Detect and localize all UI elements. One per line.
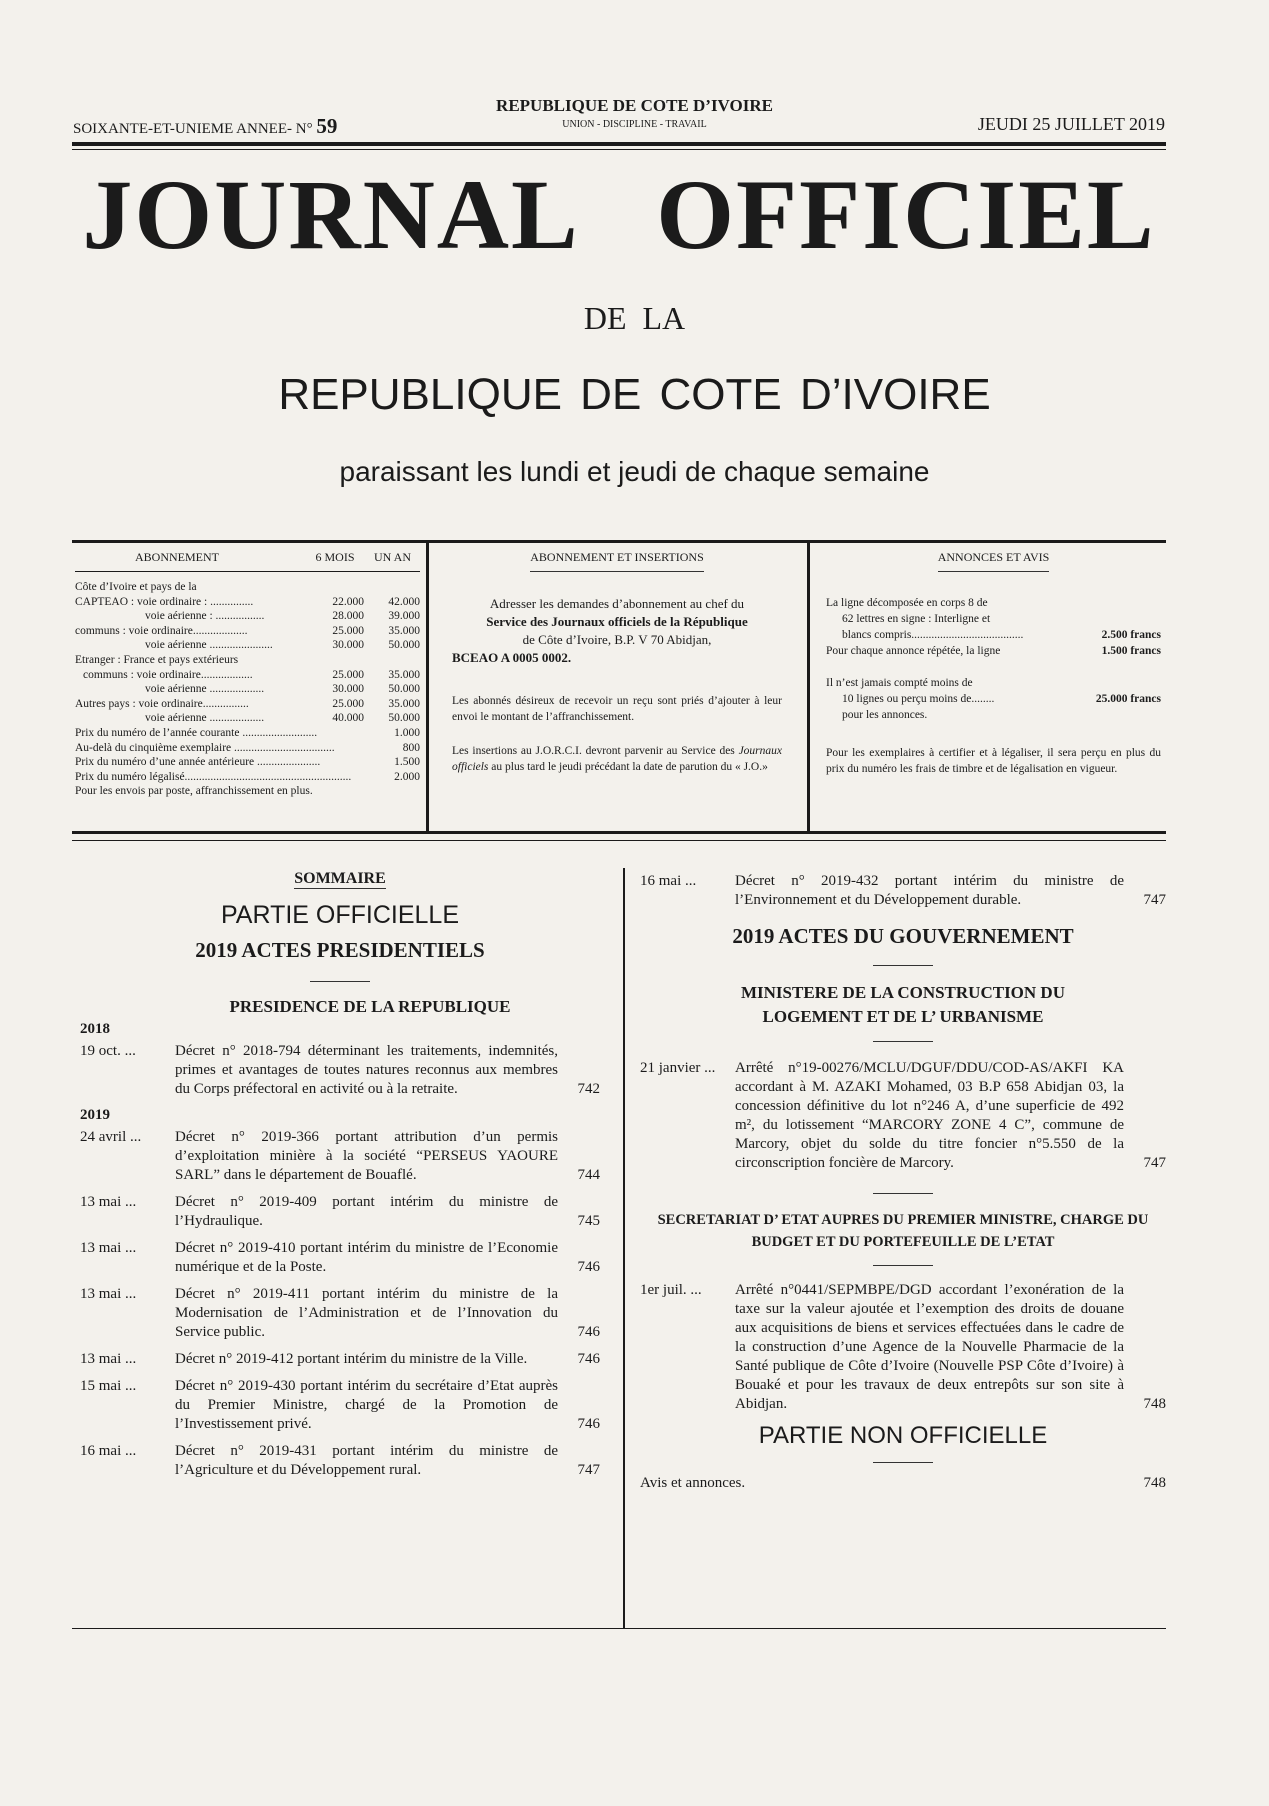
subscription-header bbox=[75, 543, 420, 572]
subscription-row-6mois: 30.000 bbox=[332, 639, 364, 652]
box-rule bbox=[72, 840, 1166, 841]
masthead-de-la: DE LA bbox=[583, 300, 686, 336]
toc-entry[interactable] bbox=[80, 1128, 600, 1185]
price-row-value: 2.000 bbox=[394, 770, 420, 783]
toc-entry[interactable] bbox=[640, 1281, 1166, 1414]
toc-date: 13 mai ... bbox=[80, 1240, 137, 1256]
price-row bbox=[75, 726, 420, 741]
postal-note: Pour les envois par poste, affranchissement en plus. bbox=[75, 785, 313, 798]
toc-text: Décret n° 2019-410 portant intérim du ministre de l’Economie numérique et de la Poste. bbox=[175, 1240, 558, 1275]
subscription-row-6mois bbox=[316, 580, 364, 595]
price-row-value: 800 bbox=[402, 741, 420, 754]
subscription-row-6mois bbox=[316, 653, 364, 668]
subscription-row-label: Côte d’Ivoire et pays de la bbox=[75, 581, 197, 593]
subscription-row-label: voie aérienne ................... bbox=[145, 683, 265, 696]
subscription-row-label: Autres pays : voie ordinaire................ bbox=[75, 697, 249, 710]
ministere-construction-title: MINISTERE DE LA CONSTRUCTION DU LOGEMENT ET DE L’ URBANISME bbox=[740, 983, 1065, 1026]
toc-date: 16 mai ... bbox=[640, 873, 697, 889]
insertions-deadline-text: au plus tard le jeudi précédant la date de parution du « J.O.» bbox=[491, 761, 768, 773]
toc-entry[interactable] bbox=[80, 1042, 600, 1099]
sommaire-right bbox=[640, 872, 1166, 1501]
subscription-row-label: voie aérienne ...................... bbox=[145, 639, 273, 652]
toc-entry[interactable] bbox=[640, 1474, 1166, 1493]
toc-entry[interactable] bbox=[80, 1442, 600, 1480]
price-row-label: Prix du numéro légalisé.......................................................... bbox=[75, 770, 352, 783]
issue-number: 59 bbox=[316, 114, 338, 138]
price-row bbox=[75, 770, 420, 785]
subscription-row-1an: 42.000 bbox=[388, 595, 420, 608]
subscription-row bbox=[75, 638, 420, 653]
actes-presidentiels-title: 2019 ACTES PRESIDENTIELS bbox=[195, 938, 485, 962]
toc-date: 1er juil. ... bbox=[640, 1282, 702, 1298]
toc-text: Décret n° 2018-794 déterminant les traitements, indemnités, primes et avantages de toutes natures reconnus aux membres du Corps préfectoral en activité ou à la retraite. bbox=[175, 1043, 558, 1097]
annonces-column bbox=[826, 543, 1161, 831]
subscription-row bbox=[75, 653, 420, 668]
toc-date: 16 mai ... bbox=[80, 1443, 137, 1459]
toc-date: 21 janvier ... bbox=[640, 1060, 716, 1076]
toc-2018 bbox=[80, 1042, 600, 1099]
annonces-price: 1.500 francs bbox=[1101, 645, 1161, 657]
insertions-address bbox=[452, 595, 782, 667]
subscription-row-label: Etranger : France et pays extérieurs bbox=[75, 653, 239, 666]
toc-page: 745 bbox=[577, 1213, 600, 1229]
country-motto: UNION - DISCIPLINE - TRAVAIL bbox=[562, 119, 707, 130]
annonces-rate-line: Pour chaque annonce répétée, la ligne bbox=[826, 645, 1001, 657]
subscription-row-label: voie aérienne ................... bbox=[145, 712, 265, 725]
subscription-row-label: communs : voie ordinaire.................. bbox=[83, 668, 253, 681]
price-row-label: Prix du numéro d’une année antérieure ...................... bbox=[75, 756, 321, 769]
toc-page: 747 bbox=[1143, 1155, 1166, 1171]
subscription-row bbox=[75, 624, 420, 639]
toc-date: 19 oct. ... bbox=[80, 1043, 136, 1059]
subscription-row-6mois: 28.000 bbox=[332, 610, 364, 623]
toc-page: 744 bbox=[577, 1167, 600, 1183]
presidence-title: PRESIDENCE DE LA REPUBLIQUE bbox=[229, 997, 511, 1016]
toc-entry[interactable] bbox=[80, 1193, 600, 1231]
toc-page: 742 bbox=[577, 1081, 600, 1097]
subscription-row-1an bbox=[364, 580, 420, 595]
column-divider bbox=[623, 868, 625, 1628]
year-heading-2018: 2018 bbox=[80, 1021, 110, 1037]
annonces-price: 25.000 francs bbox=[1095, 693, 1161, 705]
subscription-row bbox=[75, 682, 420, 697]
subscription-row-6mois: 25.000 bbox=[332, 624, 364, 637]
subscription-row-1an: 50.000 bbox=[388, 712, 420, 725]
actes-gouvernement-title: 2019 ACTES DU GOUVERNEMENT bbox=[732, 924, 1074, 948]
subscription-table bbox=[75, 580, 420, 726]
subscription-row-label: CAPTEAO : voie ordinaire : ............... bbox=[75, 595, 254, 608]
section-divider bbox=[873, 965, 933, 966]
subscription-row-6mois: 25.000 bbox=[332, 697, 364, 710]
annonces-rate-line: blancs compris....................................... bbox=[842, 629, 1024, 641]
price-row bbox=[75, 755, 420, 770]
box-divider bbox=[426, 543, 429, 831]
toc-text: Décret n° 2019-432 portant intérim du ministre de l’Environnement et du Développement durable. bbox=[735, 873, 1124, 908]
subscription-row bbox=[75, 668, 420, 683]
toc-date: 13 mai ... bbox=[80, 1286, 137, 1302]
toc-page: 746 bbox=[577, 1324, 600, 1340]
price-row-value: 1.000 bbox=[394, 726, 420, 739]
toc-entry[interactable] bbox=[80, 1239, 600, 1277]
toc-date: 13 mai ... bbox=[80, 1194, 137, 1210]
toc-entry[interactable] bbox=[80, 1285, 600, 1342]
insertions-head: ABONNEMENT ET INSERTIONS bbox=[530, 543, 704, 572]
subscription-row-6mois: 25.000 bbox=[332, 668, 364, 681]
masthead-republic: REPUBLIQUE DE COTE D’IVOIRE bbox=[278, 370, 991, 419]
subscription-row-1an: 35.000 bbox=[388, 697, 420, 710]
subscription-row-1an bbox=[364, 653, 420, 668]
subscription-row-6mois: 30.000 bbox=[332, 683, 364, 696]
annonces-rate-line: 62 lettres en signe : Interligne et bbox=[842, 613, 991, 625]
toc-date: 15 mai ... bbox=[80, 1378, 137, 1394]
subscription-column bbox=[75, 543, 420, 831]
subscription-row-6mois: 22.000 bbox=[332, 595, 364, 608]
insertions-receipt-note: Les abonnés désireux de recevoir un reçu sont priés d’ajouter à leur envoi le montant de l’affranchissement. bbox=[452, 695, 782, 723]
partie-officielle-title: PARTIE OFFICIELLE bbox=[220, 901, 460, 929]
toc-text: Décret n° 2019-409 portant intérim du ministre de l’Hydraulique. bbox=[175, 1194, 558, 1229]
subscription-row-label: communs : voie ordinaire................... bbox=[75, 624, 248, 637]
header-rule bbox=[72, 142, 1166, 146]
masthead-title: JOURNAL OFFICIEL bbox=[82, 159, 1156, 270]
toc-entry[interactable] bbox=[640, 872, 1166, 910]
toc-text: Décret n° 2019-430 portant intérim du secrétaire d’Etat auprès du Premier Ministre, chargé de la Promotion de l’Investissement privé. bbox=[175, 1378, 558, 1432]
toc-text: Arrêté n°0441/SEPMBPE/DGD accordant l’exonération de la taxe sur la valeur ajoutée et l’exemption des droits de douane aux acquisitions de biens et services effectuées dans le cadre de la construction d’une Agence de la Nouvelle Pharmacie de la Santé publique de Côte d’Ivoire (Nouvelle PSP Côte d’Ivoire) à Bouaké et pour les travaux de deux entrepôts sur son site à Abidjan. bbox=[735, 1282, 1124, 1412]
toc-entry[interactable] bbox=[640, 1059, 1166, 1173]
section-divider bbox=[873, 1193, 933, 1194]
toc-date: 13 mai ... bbox=[80, 1351, 137, 1367]
section-divider bbox=[873, 1041, 933, 1042]
price-row-value: 1.500 bbox=[394, 756, 420, 769]
insertions-address-line: Adresser les demandes d’abonnement au chef du bbox=[489, 596, 745, 611]
toc-text: Décret n° 2019-411 portant intérim du ministre de la Modernisation de l’Administration et de l’Innovation du Service public. bbox=[175, 1286, 558, 1340]
annonces-minimum-line: 10 lignes ou perçu moins de........ bbox=[842, 693, 995, 705]
toc-page: 747 bbox=[577, 1462, 600, 1478]
annonces-legalisation-note: Pour les exemplaires à certifier et à légaliser, il sera perçu en plus du prix du numéro les frais de timbre et de légalisation en vigueur. bbox=[826, 747, 1161, 775]
subscription-row bbox=[75, 609, 420, 624]
subscription-row-1an: 35.000 bbox=[388, 624, 420, 637]
masthead-schedule: paraissant les lundi et jeudi de chaque semaine bbox=[339, 456, 930, 487]
box-divider bbox=[807, 543, 810, 831]
subscription-row-1an: 50.000 bbox=[388, 683, 420, 696]
toc-page: 747 bbox=[1143, 892, 1166, 908]
toc-date: 24 avril ... bbox=[80, 1129, 142, 1145]
insertions-column bbox=[452, 543, 782, 831]
footer-rule bbox=[72, 1628, 1166, 1629]
insertions-address-bceao: BCEAO A 0005 0002. bbox=[452, 650, 572, 665]
subscription-row-label: voie aérienne : ................. bbox=[145, 610, 265, 623]
subscription-row-1an: 35.000 bbox=[388, 668, 420, 681]
price-row-label: Prix du numéro de l’année courante .......................... bbox=[75, 726, 318, 739]
subscription-row bbox=[75, 697, 420, 712]
toc-page: 748 bbox=[1143, 1396, 1166, 1412]
country-name: REPUBLIQUE DE COTE D’IVOIRE bbox=[496, 96, 773, 115]
price-row bbox=[75, 741, 420, 756]
insertions-deadline-italic: Journaux officiels bbox=[452, 745, 782, 773]
partie-non-officielle-title: PARTIE NON OFFICIELLE bbox=[758, 1422, 1048, 1449]
sommaire-left bbox=[80, 870, 600, 1488]
insertions-deadline-text: Les insertions au J.O.R.C.I. devront parvenir au Service des bbox=[452, 745, 735, 757]
toc-2019 bbox=[80, 1128, 600, 1480]
insertions-deadline-note bbox=[452, 743, 782, 775]
year-heading-2019: 2019 bbox=[80, 1107, 110, 1123]
subscription-row bbox=[75, 595, 420, 610]
header-rule-thin bbox=[72, 149, 1166, 150]
toc-text: Arrêté n°19-00276/MCLU/DGUF/DDU/COD-AS/AKFI KA accordant à M. AZAKI Mohamed, 03 B.P 658 Abidjan 03, la concession définitive du lot n°246 A, d’une superficie de 492 m², du lotissement “MARCORY ZONE 4 C”, commune de Marcory, objet du solde du titre foncier n°5.550 de la circonscription foncière de Marcory. bbox=[735, 1060, 1124, 1171]
toc-text: Décret n° 2019-431 portant intérim du ministre de l’Agriculture et du Développement rural. bbox=[175, 1443, 558, 1478]
toc-page: 746 bbox=[577, 1351, 600, 1367]
subscription-row-1an: 39.000 bbox=[388, 610, 420, 623]
annonces-price: 2.500 francs bbox=[1101, 629, 1161, 641]
toc-text: Avis et annonces. bbox=[640, 1475, 746, 1491]
section-divider bbox=[873, 1265, 933, 1266]
section-divider bbox=[873, 1462, 933, 1463]
section-divider bbox=[310, 981, 370, 982]
toc-page: 746 bbox=[577, 1259, 600, 1275]
price-table bbox=[75, 726, 420, 784]
subscription-row bbox=[75, 711, 420, 726]
year-label: SOIXANTE-ET-UNIEME ANNEE- N° bbox=[73, 121, 313, 137]
info-box bbox=[72, 540, 1166, 834]
toc-text: Décret n° 2019-366 portant attribution d’un permis d’exploitation minière à la société “PERSEUS YAOURE SARL” dans le département de Bouaflé. bbox=[175, 1129, 558, 1183]
toc-entry[interactable] bbox=[80, 1350, 600, 1369]
insertions-address-line: de Côte d’Ivoire, B.P. V 70 Abidjan, bbox=[522, 632, 712, 647]
subscription-row bbox=[75, 580, 420, 595]
annonces-minimum bbox=[826, 675, 1161, 723]
annonces-minimum-line: pour les annonces. bbox=[842, 709, 928, 721]
toc-text: Décret n° 2019-412 portant intérim du ministre de la Ville. bbox=[175, 1351, 528, 1367]
subscription-head-label: ABONNEMENT bbox=[135, 550, 219, 564]
annonces-rates bbox=[826, 595, 1161, 659]
toc-entry[interactable] bbox=[80, 1377, 600, 1434]
price-row-label: Au-delà du cinquième exemplaire ................................... bbox=[75, 741, 335, 754]
subscription-row-6mois: 40.000 bbox=[332, 712, 364, 725]
subscription-row-1an: 50.000 bbox=[388, 639, 420, 652]
toc-page: 748 bbox=[1143, 1475, 1166, 1491]
annonces-rate-line: La ligne décomposée en corps 8 de bbox=[826, 597, 988, 609]
insertions-address-service: Service des Journaux officiels de la République bbox=[486, 614, 748, 629]
issue-date: JEUDI 25 JUILLET 2019 bbox=[977, 114, 1165, 134]
secretariat-title: SECRETARIAT D’ ETAT AUPRES DU PREMIER MINISTRE, CHARGE DU BUDGET ET DU PORTEFEUILLE DE L’ETAT bbox=[657, 1212, 1149, 1250]
subscription-head-1an: UN AN bbox=[373, 550, 411, 564]
annonces-minimum-line: Il n’est jamais compté moins de bbox=[826, 677, 973, 689]
toc-page: 746 bbox=[577, 1416, 600, 1432]
subscription-head-6mois: 6 MOIS bbox=[315, 550, 355, 564]
annonces-head: ANNONCES ET AVIS bbox=[938, 543, 1050, 572]
sommaire-title: SOMMAIRE bbox=[294, 870, 386, 887]
